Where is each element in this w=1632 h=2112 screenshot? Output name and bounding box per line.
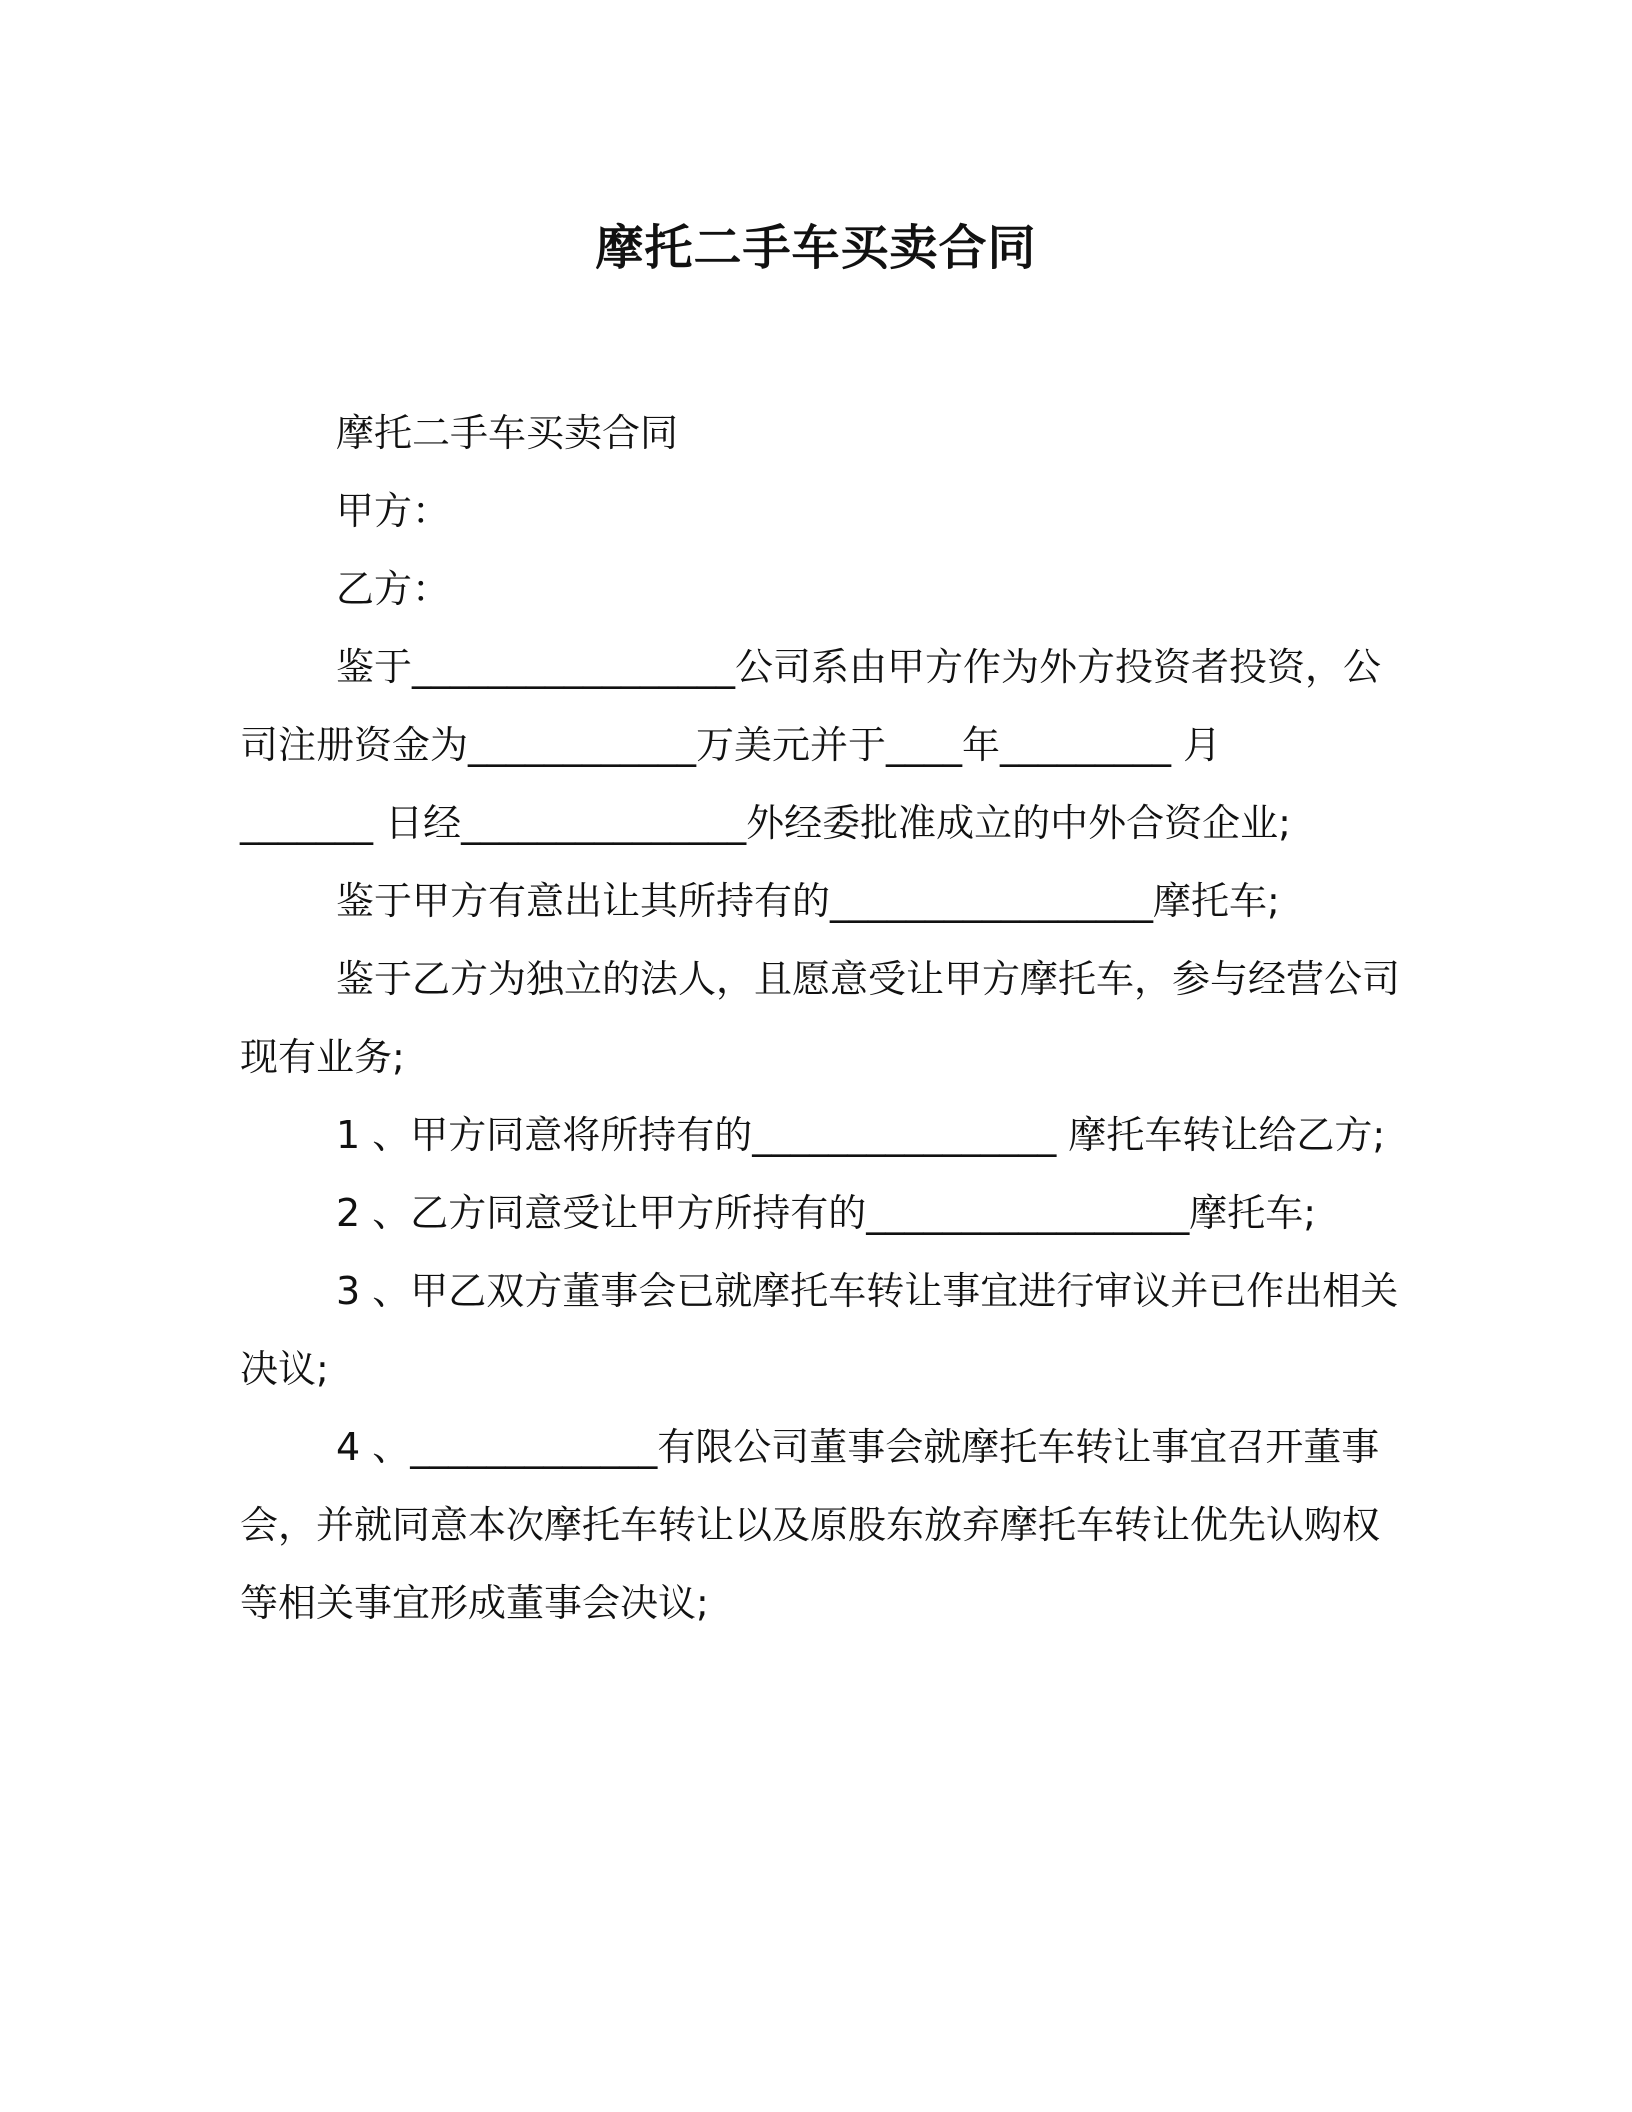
clause-3-line-2: 决议; — [240, 1347, 329, 1391]
clause-4-line-3: 等相关事宜形成董事会决议; — [240, 1581, 709, 1625]
recital-3-line-1: 鉴于乙方为独立的法人，且愿意受让甲方摩托车，参与经营公司 — [336, 957, 1401, 1001]
party-b-label: 乙方： — [336, 567, 451, 611]
recital-paragraph-1 — [240, 628, 1380, 862]
contract-subtitle: 摩托二手车买卖合同 — [336, 411, 679, 455]
recital-3-line-2: 现有业务; — [240, 1035, 405, 1079]
clause-3-line-1: 3 、甲乙双方董事会已就摩托车转让事宜进行审议并已作出相关 — [336, 1269, 1399, 1313]
recital-paragraph-2: 鉴于甲方有意出让其所持有的_________________摩托车; — [336, 879, 1280, 923]
document-body — [240, 394, 1401, 1642]
recital-1-line-1: 鉴于_________________公司系由甲方作为外方投资者投资，公 — [336, 645, 1382, 689]
clause-3 — [240, 1252, 1399, 1408]
party-a-label: 甲方： — [336, 489, 451, 533]
clause-1: 1 、甲方同意将所持有的________________ 摩托车转让给乙方; — [336, 1113, 1386, 1157]
document-title: 摩托二手车买卖合同 — [595, 220, 1037, 276]
clause-4 — [240, 1408, 1380, 1642]
clause-4-line-1: 4 、_____________有限公司董事会就摩托车转让事宜召开董事 — [336, 1425, 1380, 1469]
recital-1-line-3: _______ 日经_______________外经委批准成立的中外合资企业; — [240, 801, 1291, 845]
clause-4-line-2: 会，并就同意本次摩托车转让以及原股东放弃摩托车转让优先认购权 — [240, 1503, 1381, 1547]
recital-paragraph-3 — [240, 940, 1401, 1096]
clause-2: 2 、乙方同意受让甲方所持有的_________________摩托车; — [336, 1191, 1317, 1235]
recital-1-line-2: 司注册资金为____________万美元并于____年_________ 月 — [240, 723, 1222, 767]
